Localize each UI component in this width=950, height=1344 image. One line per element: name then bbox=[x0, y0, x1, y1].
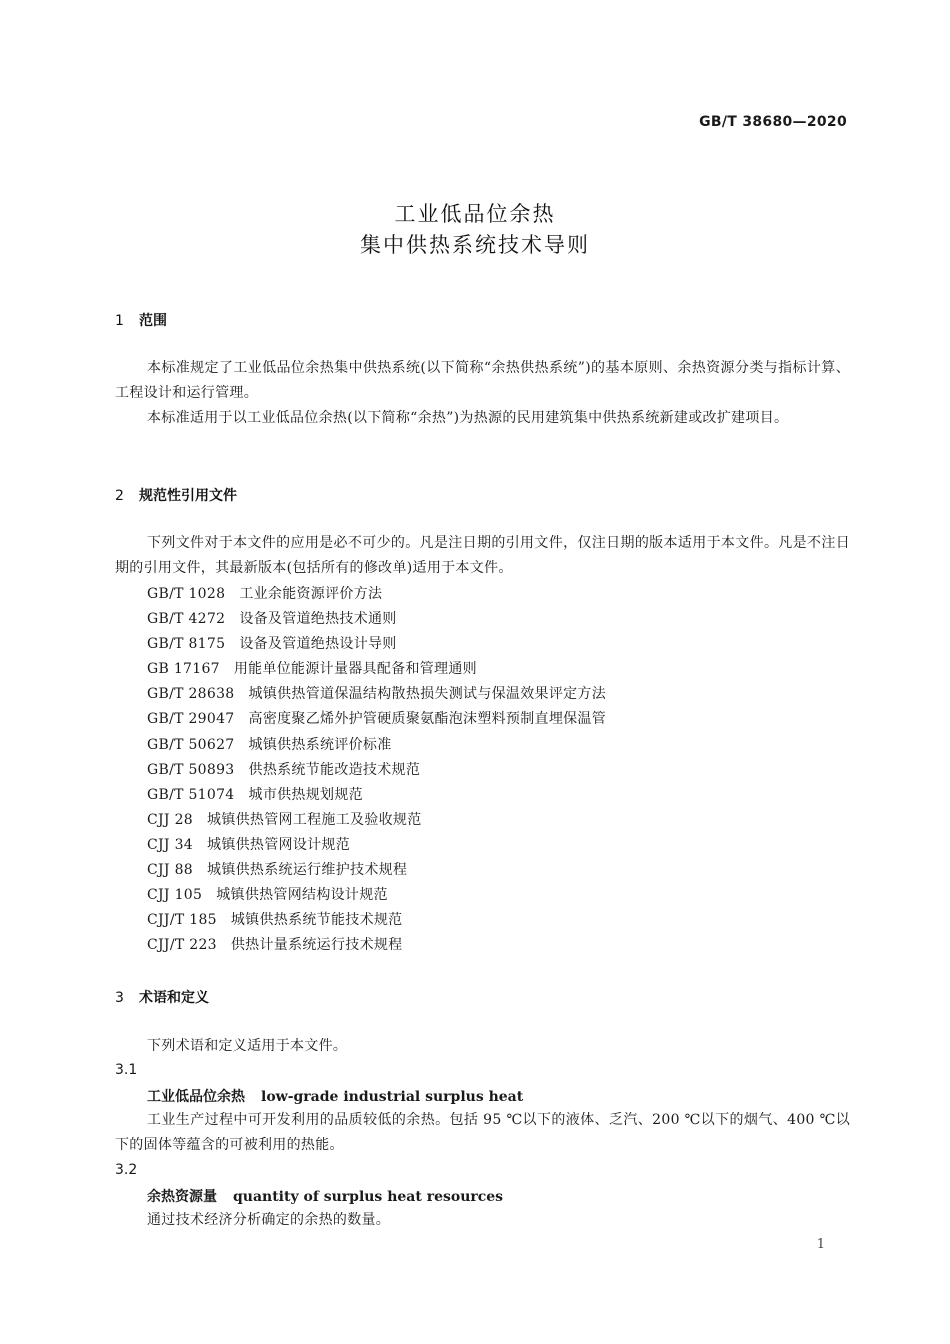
reference-item bbox=[147, 783, 606, 808]
reference-title: 城市供热规划规范 bbox=[248, 786, 363, 803]
section-1-paragraph-2: 本标准适用于以工业低品位余热(以下简称“余热”)为热源的民用建筑集中供热系统新建或改扩建项目。 bbox=[147, 410, 789, 426]
page-number: 1 bbox=[816, 1237, 825, 1252]
reference-code: GB/T 50893 bbox=[147, 761, 235, 778]
term-title bbox=[147, 1086, 523, 1106]
reference-code: GB/T 29047 bbox=[147, 711, 235, 728]
term-chinese: 余热资源量 bbox=[147, 1189, 217, 1205]
reference-code: GB/T 4272 bbox=[147, 611, 226, 628]
term-english: low-grade industrial surplus heat bbox=[261, 1089, 524, 1105]
reference-title: 城镇供热系统运行维护技术规程 bbox=[207, 862, 408, 879]
section-title: 术语和定义 bbox=[139, 990, 209, 1006]
reference-title: 城镇供热管网结构设计规范 bbox=[216, 887, 388, 904]
reference-item bbox=[147, 808, 606, 833]
reference-code: GB/T 1028 bbox=[147, 586, 226, 602]
reference-code: CJJ/T 223 bbox=[147, 937, 217, 954]
reference-title: 供热系统节能改造技术规范 bbox=[248, 761, 421, 778]
reference-title: 工业余能资源评价方法 bbox=[239, 586, 383, 602]
section-2-heading bbox=[115, 485, 237, 505]
term-title bbox=[147, 1186, 503, 1206]
reference-item bbox=[147, 632, 606, 657]
section-2-intro: 下列文件对于本文件的应用是必不可少的。凡是注日期的引用文件，仅注日期的版本适用于本文件。凡是不注日期的引用文件，其最新版本(包括所有的修改单)适用于本文件。 bbox=[115, 535, 850, 576]
reference-code: CJJ 34 bbox=[147, 836, 194, 853]
reference-code: GB/T 51074 bbox=[147, 786, 235, 803]
reference-item bbox=[147, 607, 606, 632]
term-english: quantity of surplus heat resources bbox=[233, 1189, 504, 1205]
term-chinese: 工业低品位余热 bbox=[147, 1089, 245, 1105]
reference-title: 城镇供热系统评价标准 bbox=[248, 736, 392, 753]
reference-code: CJJ 28 bbox=[147, 811, 194, 828]
reference-item bbox=[147, 758, 606, 783]
section-3-heading bbox=[115, 987, 209, 1007]
normative-references-list bbox=[147, 582, 606, 958]
section-number: 2 bbox=[115, 488, 124, 504]
section-title: 规范性引用文件 bbox=[139, 488, 237, 504]
reference-item bbox=[147, 883, 606, 908]
reference-item bbox=[147, 733, 606, 758]
term-definition: 通过技术经济分析确定的余热的数量。 bbox=[147, 1212, 391, 1228]
reference-item bbox=[147, 858, 606, 883]
reference-title: 城镇供热管道保温结构散热损失测试与保温效果评定方法 bbox=[248, 686, 607, 703]
reference-code: GB/T 8175 bbox=[147, 636, 226, 653]
document-title-line-1: 工业低品位余热 bbox=[394, 202, 556, 226]
reference-title: 城镇供热管网设计规范 bbox=[207, 836, 351, 853]
section-title: 范围 bbox=[139, 313, 167, 329]
standard-code: GB/T 38680—2020 bbox=[699, 114, 847, 130]
reference-item bbox=[147, 682, 606, 707]
section-3-intro: 下列术语和定义适用于本文件。 bbox=[147, 1038, 348, 1054]
reference-title: 设备及管道绝热技术通则 bbox=[239, 611, 397, 628]
section-number: 1 bbox=[115, 313, 124, 329]
reference-item bbox=[147, 908, 606, 933]
section-1-heading bbox=[115, 310, 167, 330]
reference-item bbox=[147, 933, 606, 958]
term-number: 3.2 bbox=[115, 1162, 138, 1178]
reference-title: 设备及管道绝热设计导则 bbox=[239, 636, 397, 653]
section-number: 3 bbox=[115, 990, 124, 1006]
term-definition: 工业生产过程中可开发利用的品质较低的余热。包括 95 ℃以下的液体、乏汽、200 ℃以下的烟气、400 ℃以下的固体等蕴含的可被利用的热能。 bbox=[115, 1112, 850, 1153]
document-title-line-2: 集中供热系统技术导则 bbox=[360, 233, 590, 257]
reference-title: 城镇供热管网工程施工及验收规范 bbox=[207, 811, 422, 828]
reference-code: GB/T 50627 bbox=[147, 736, 235, 753]
reference-code: GB 17167 bbox=[147, 661, 220, 678]
reference-code: CJJ 105 bbox=[147, 887, 203, 904]
reference-title: 用能单位能源计量器具配备和管理通则 bbox=[233, 661, 477, 678]
reference-code: GB/T 28638 bbox=[147, 686, 235, 703]
reference-code: CJJ/T 185 bbox=[147, 912, 217, 929]
reference-item bbox=[147, 833, 606, 858]
reference-item bbox=[147, 582, 606, 607]
term-number: 3.1 bbox=[115, 1062, 138, 1078]
reference-title: 高密度聚乙烯外护管硬质聚氨酯泡沫塑料预制直埋保温管 bbox=[248, 711, 607, 728]
reference-code: CJJ 88 bbox=[147, 862, 194, 879]
reference-item bbox=[147, 707, 606, 732]
section-1-paragraph-1: 本标准规定了工业低品位余热集中供热系统(以下简称“余热供热系统”)的基本原则、余热资源分类与指标计算、工程设计和运行管理。 bbox=[115, 360, 850, 401]
reference-title: 供热计量系统运行技术规程 bbox=[230, 937, 403, 954]
reference-item bbox=[147, 657, 606, 682]
reference-title: 城镇供热系统节能技术规范 bbox=[230, 912, 403, 929]
